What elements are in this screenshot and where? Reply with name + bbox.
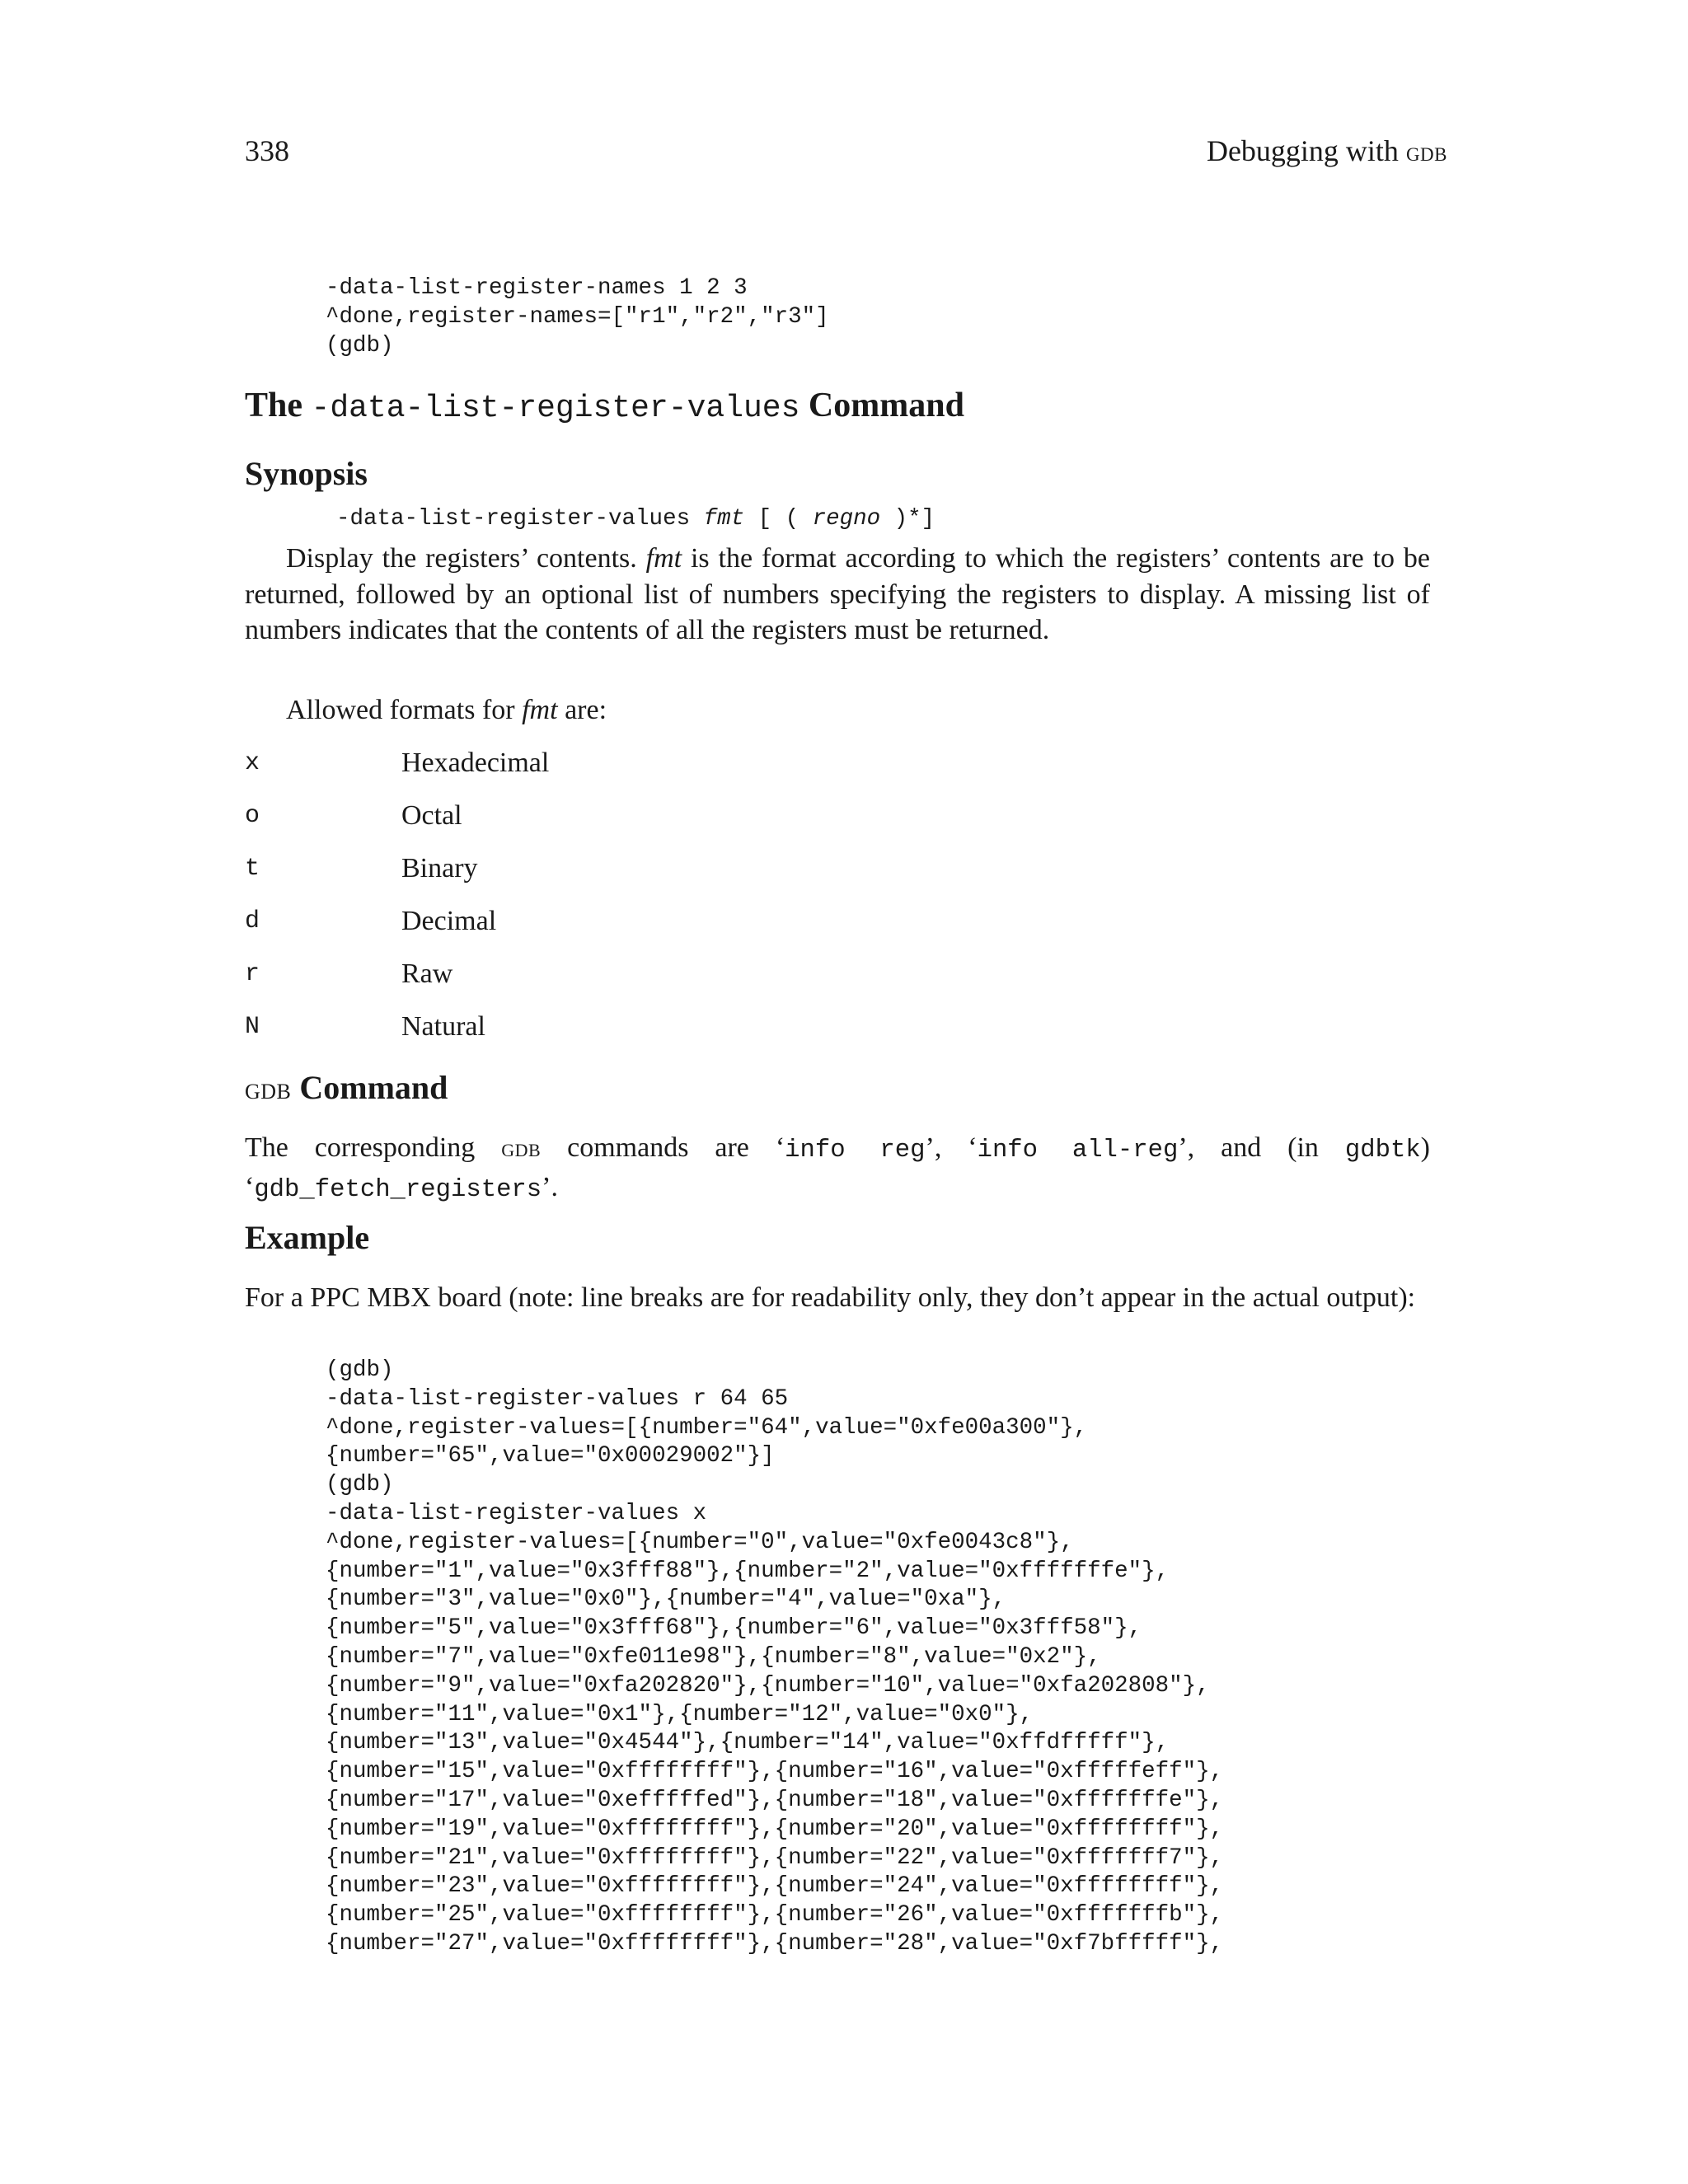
format-code: d xyxy=(245,907,260,935)
description-rest: is the format according to which the registers’ contents are to be returned, followed by an optional list of numbers specifying the registers to display. A missing list of numbers indicates that the contents of all the registers must be returned. xyxy=(245,543,1430,645)
command-heading-suffix: Command xyxy=(799,387,964,424)
gdb-command-text: ) ‘ xyxy=(245,1132,1430,1202)
code-line: {number="21",value="0xffffffff"},{number="22",value="0xfffffff7"}, xyxy=(326,1844,1224,1871)
command-heading-code: -data-list-register-values xyxy=(311,391,800,426)
inline-code-gdb-fetch-registers: gdb_fetch_registers xyxy=(254,1175,542,1204)
code-line: -data-list-register-names 1 2 3 xyxy=(326,275,748,301)
example-heading: Example xyxy=(245,1219,370,1256)
running-title xyxy=(1207,130,1447,173)
code-line: -data-list-register-values x xyxy=(326,1500,707,1526)
example-intro: For a PPC MBX board (note: line breaks are for readability only, they don’t appear in the actual output): xyxy=(245,1282,1416,1313)
format-description: Octal xyxy=(401,800,462,831)
code-line: {number="23",value="0xffffffff"},{number="24",value="0xffffffff"}, xyxy=(326,1873,1224,1900)
gdb-command-text: commands are ‘ xyxy=(541,1132,785,1163)
format-code: N xyxy=(245,1013,260,1041)
formats-intro-end: are: xyxy=(557,695,607,725)
code-line: ^done,register-names=["r1","r2","r3"] xyxy=(326,303,829,330)
code-line: (gdb) xyxy=(326,1472,394,1498)
gdb-command-gdb: gdb xyxy=(501,1133,542,1162)
code-line: {number="9",value="0xfa202820"},{number="10",value="0xfa202808"}, xyxy=(326,1672,1210,1699)
gdb-command-paragraph xyxy=(245,1130,1430,1208)
page-number: 338 xyxy=(245,134,289,167)
format-description: Raw xyxy=(401,958,453,989)
synopsis-line xyxy=(336,504,935,534)
gdb-command-text: ’, and (in xyxy=(1178,1132,1345,1163)
gdb-command-text: ’, ‘ xyxy=(925,1132,978,1163)
synopsis-mid: [ ( xyxy=(744,506,813,532)
code-line: {number="65",value="0x00029002"}] xyxy=(326,1443,775,1469)
synopsis-regno: regno xyxy=(812,506,881,532)
synopsis-heading: Synopsis xyxy=(245,455,368,492)
gdb-command-heading xyxy=(245,1065,448,1112)
gdb-command-heading-rest: Command xyxy=(291,1069,448,1106)
code-line: {number="15",value="0xffffffff"},{number="16",value="0xfffffeff"}, xyxy=(326,1759,1224,1785)
formats-intro-lead: Allowed formats for xyxy=(286,695,523,725)
code-line: -data-list-register-values r 64 65 xyxy=(326,1385,789,1412)
format-description: Hexadecimal xyxy=(401,748,550,778)
inline-code-info-reg: info reg xyxy=(785,1137,926,1165)
formats-intro xyxy=(245,692,1430,729)
code-line: {number="11",value="0x1"},{number="12",value="0x0"}, xyxy=(326,1701,1034,1727)
formats-intro-fmt: fmt xyxy=(522,695,558,725)
description-paragraph xyxy=(245,541,1430,649)
code-line: {number="5",value="0x3fff68"},{number="6",value="0x3fff58"}, xyxy=(326,1615,1142,1642)
code-line: {number="27",value="0xffffffff"},{number="28",value="0xf7bfffff"}, xyxy=(326,1930,1224,1957)
code-line: ^done,register-values=[{number="0",value="0xfe0043c8"}, xyxy=(326,1529,1074,1555)
gdb-command-heading-gdb: gdb xyxy=(245,1071,292,1105)
format-description: Decimal xyxy=(401,906,497,936)
description-fmt: fmt xyxy=(645,543,682,574)
code-line: {number="17",value="0xefffffed"},{number="18",value="0xfffffffe"}, xyxy=(326,1787,1224,1813)
format-code: o xyxy=(245,802,260,830)
gdb-command-text: The corresponding xyxy=(245,1132,502,1163)
description-lead: Display the registers’ contents. xyxy=(286,543,646,574)
code-line: {number="19",value="0xffffffff"},{number="20",value="0xffffffff"}, xyxy=(326,1816,1224,1842)
top-example-block xyxy=(326,274,829,360)
format-code: t xyxy=(245,855,260,883)
code-line: {number="25",value="0xffffffff"},{number="26",value="0xfffffffb"}, xyxy=(326,1902,1224,1929)
format-code: r xyxy=(245,960,260,988)
code-line: {number="3",value="0x0"},{number="4",value="0xa"}, xyxy=(326,1586,1006,1613)
code-line: {number="1",value="0x3fff88"},{number="2",value="0xfffffffe"}, xyxy=(326,1558,1170,1584)
code-line: (gdb) xyxy=(326,332,394,359)
code-line: {number="7",value="0xfe011e98"},{number="8",value="0x2"}, xyxy=(326,1643,1101,1670)
inline-code-info-all-reg: info all-reg xyxy=(977,1137,1179,1165)
running-title-gdb: gdb xyxy=(1405,137,1447,167)
command-heading-prefix: The xyxy=(245,387,312,424)
command-heading xyxy=(245,381,964,434)
running-header xyxy=(245,130,1447,171)
running-title-text: Debugging with xyxy=(1206,134,1406,167)
format-description: Natural xyxy=(401,1011,485,1042)
synopsis-end: )*] xyxy=(880,506,935,532)
synopsis-cmd: -data-list-register-values xyxy=(336,506,704,532)
inline-code-gdbtk: gdbtk xyxy=(1344,1137,1421,1165)
synopsis-fmt: fmt xyxy=(703,506,745,532)
gdb-command-text: ’. xyxy=(542,1171,558,1202)
format-code: x xyxy=(245,749,260,777)
format-description: Binary xyxy=(401,853,478,883)
example-code-block xyxy=(326,1357,1223,1959)
code-line: (gdb) xyxy=(326,1357,394,1383)
code-line: ^done,register-values=[{number="64",value="0xfe00a300"}, xyxy=(326,1414,1088,1441)
code-line: {number="13",value="0x4544"},{number="14",value="0xffdfffff"}, xyxy=(326,1730,1170,1756)
